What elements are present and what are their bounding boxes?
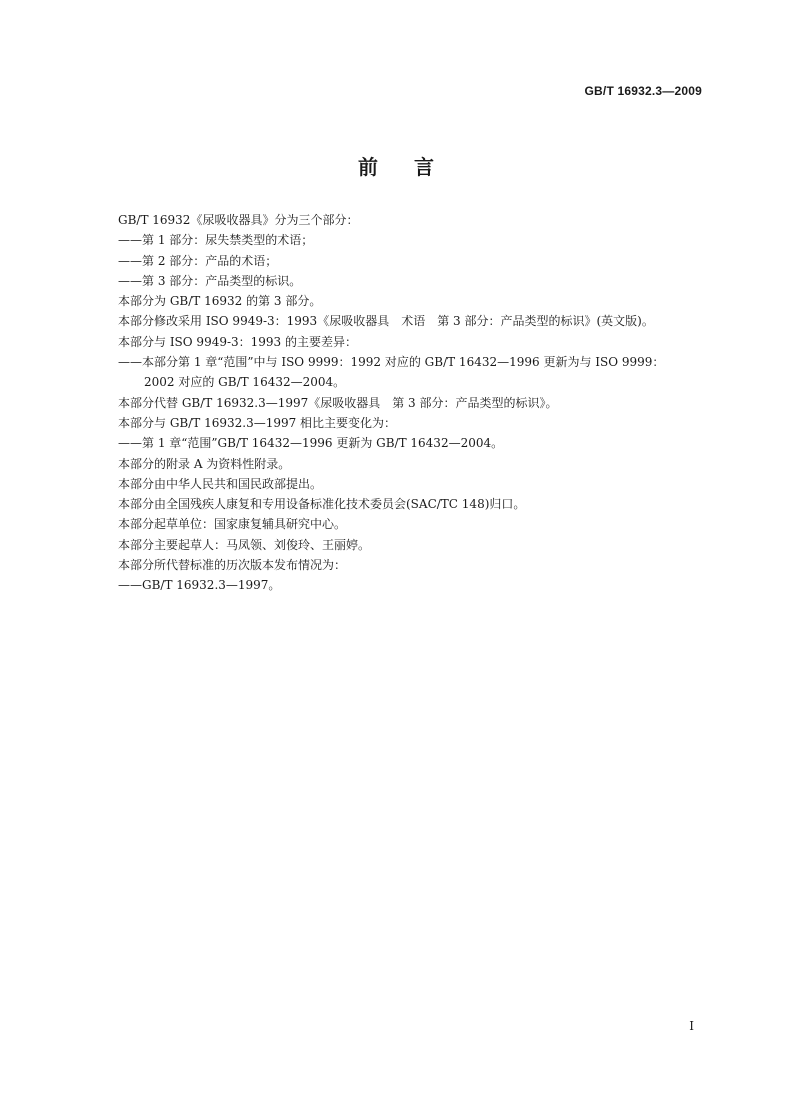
paragraph-line: 本部分起草单位：国家康复辅具研究中心。 — [118, 517, 347, 532]
paragraph-line: 本部分所代替标准的历次版本发布情况为： — [118, 558, 347, 573]
list-item: ——第 1 章“范围”GB/T 16432—1996 更新为 GB/T 16432—2004。 — [118, 436, 504, 451]
list-item: ——本部分第 1 章“范围”中与 ISO 9999：1992 对应的 GB/T 16432—1996 更新为与 ISO 9999： — [118, 355, 665, 370]
paragraph-line: 本部分由全国残疾人康复和专用设备标准化技术委员会(SAC/TC 148)归口。 — [118, 497, 526, 512]
list-item: ——第 3 部分：产品类型的标识。 — [118, 273, 302, 288]
paragraph-line: 本部分与 ISO 9949-3：1993 的主要差异： — [118, 334, 358, 349]
page-number: I — [689, 1019, 694, 1033]
paragraph-line: 本部分由中华人民共和国民政部提出。 — [118, 476, 323, 491]
foreword-body — [118, 210, 718, 596]
paragraph-line: 本部分的附录 A 为资料性附录。 — [118, 456, 291, 471]
list-item-continuation: 2002 对应的 GB/T 16432—2004。 — [144, 375, 346, 390]
paragraph-line: GB/T 16932《尿吸收器具》分为三个部分： — [118, 213, 359, 227]
paragraph-line: 本部分代替 GB/T 16932.3—1997《尿吸收器具 第 3 部分：产品类型的标识》。 — [118, 395, 558, 410]
page-title: 前言 — [358, 155, 470, 179]
paragraph-line: 本部分为 GB/T 16932 的第 3 部分。 — [118, 294, 322, 309]
paragraph-line: 本部分主要起草人：马凤领、刘俊玲、王丽婷。 — [118, 537, 371, 552]
paragraph-line: 本部分修改采用 ISO 9949-3：1993《尿吸收器具 术语 第 3 部分：产品类型的标识》(英文版)。 — [118, 314, 654, 329]
list-item: ——GB/T 16932.3—1997。 — [118, 578, 281, 593]
list-item: ——第 1 部分：尿失禁类型的术语； — [118, 233, 314, 248]
standard-code: GB/T 16932.3—2009 — [584, 84, 702, 98]
list-item: ——第 2 部分：产品的术语； — [118, 253, 278, 268]
paragraph-line: 本部分与 GB/T 16932.3—1997 相比主要变化为： — [118, 415, 397, 430]
